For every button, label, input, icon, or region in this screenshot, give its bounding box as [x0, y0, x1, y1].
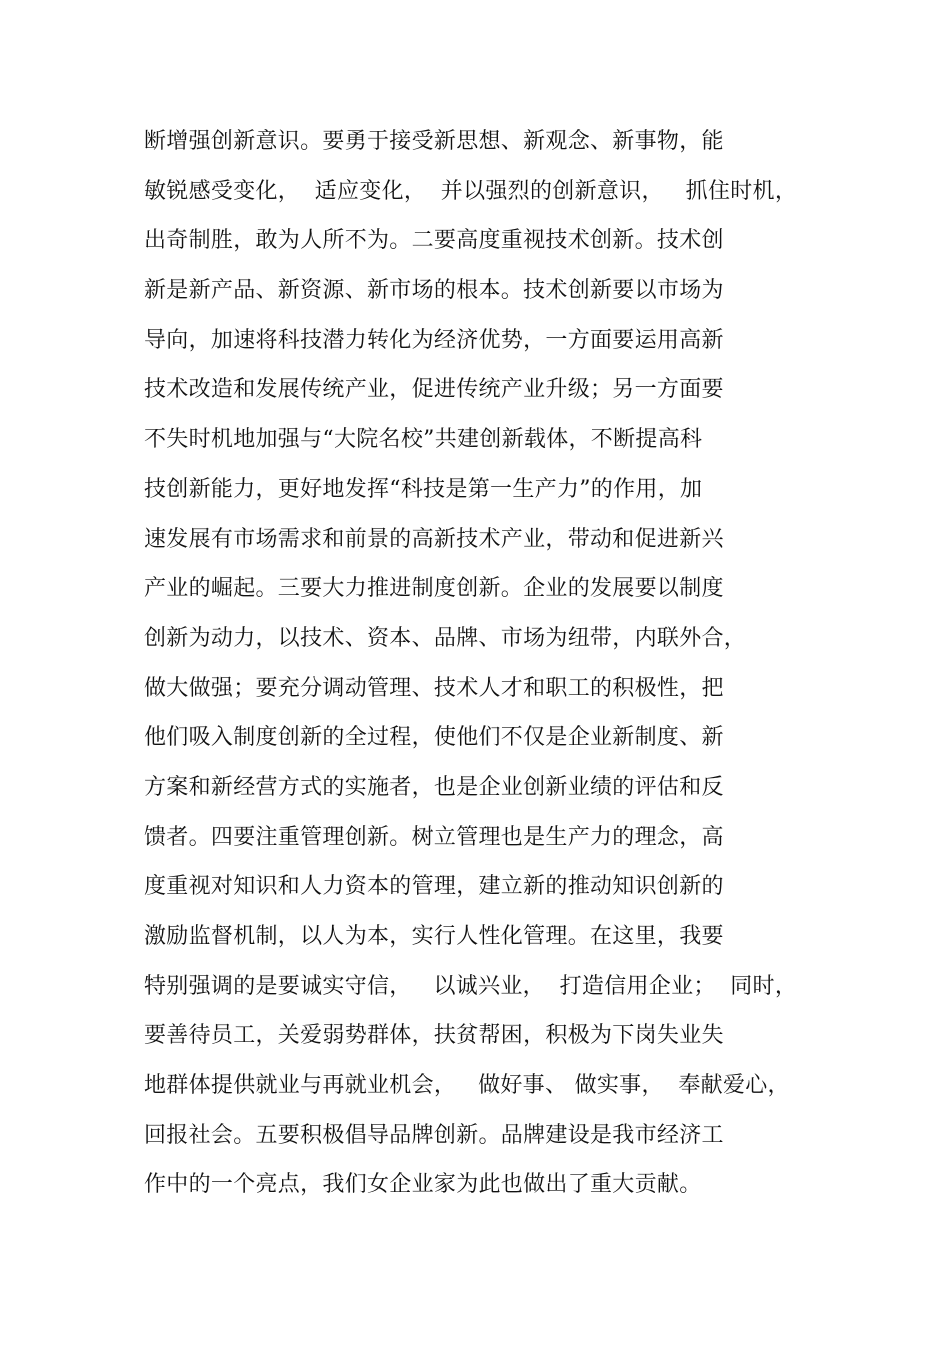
text-line: 不失时机地加强与“大院名校”共建创新载体，不断提高科 — [144, 427, 703, 453]
text-line: 速发展有市场需求和前景的高新技术产业，带动和促进新兴 — [144, 526, 724, 552]
text-line: 创新为动力，以技术、资本、品牌、市场为纽带，内联外合， — [144, 625, 747, 651]
text-line: 特别强调的是要诚实守信， 以诚兴业， 打造信用企业； 同时， — [144, 973, 798, 999]
text-line: 回报社会。五要积极倡导品牌创新。品牌建设是我市经济工 — [144, 1122, 724, 1148]
text-line: 出奇制胜，敢为人所不为。二要高度重视技术创新。技术创 — [144, 228, 724, 254]
text-line: 断增强创新意识。要勇于接受新思想、新观念、新事物，能 — [144, 129, 724, 154]
text-line: 技创新能力，更好地发挥“科技是第一生产力”的作用，加 — [144, 476, 703, 502]
text-line: 新是新产品、新资源、新市场的根本。技术创新要以市场为 — [144, 278, 724, 304]
text-line: 要善待员工，关爱弱势群体，扶贫帮困，积极为下岗失业失 — [144, 1023, 724, 1049]
text-line: 作中的一个亮点，我们女企业家为此也做出了重大贡献。 — [144, 1172, 702, 1198]
text-line: 激励监督机制，以人为本，实行人性化管理。在这里，我要 — [144, 924, 724, 949]
text-line: 导向，加速将科技潜力转化为经济优势，一方面要运用高新 — [144, 327, 724, 353]
text-line: 技术改造和发展传统产业，促进传统产业升级；另一方面要 — [144, 377, 724, 403]
text-line: 度重视对知识和人力资本的管理，建立新的推动知识创新的 — [144, 874, 724, 900]
text-line: 方案和新经营方式的实施者，也是企业创新业绩的评估和反 — [144, 774, 724, 800]
text-line: 他们吸入制度创新的全过程，使他们不仅是企业新制度、新 — [144, 725, 724, 751]
text-line: 敏锐感受变化， 适应变化， 并以强烈的创新意识， 抓住时机， — [144, 178, 798, 204]
text-line: 做大做强；要充分调动管理、技术人才和职工的积极性，把 — [144, 675, 724, 701]
text-line: 馈者。四要注重管理创新。树立管理也是生产力的理念，高 — [144, 824, 724, 850]
text-line: 产业的崛起。三要大力推进制度创新。企业的发展要以制度 — [144, 576, 724, 602]
body-text — [144, 122, 824, 1215]
text-line: 地群体提供就业与再就业机会， 做好事、 做实事， 奉献爱心， — [144, 1073, 790, 1099]
